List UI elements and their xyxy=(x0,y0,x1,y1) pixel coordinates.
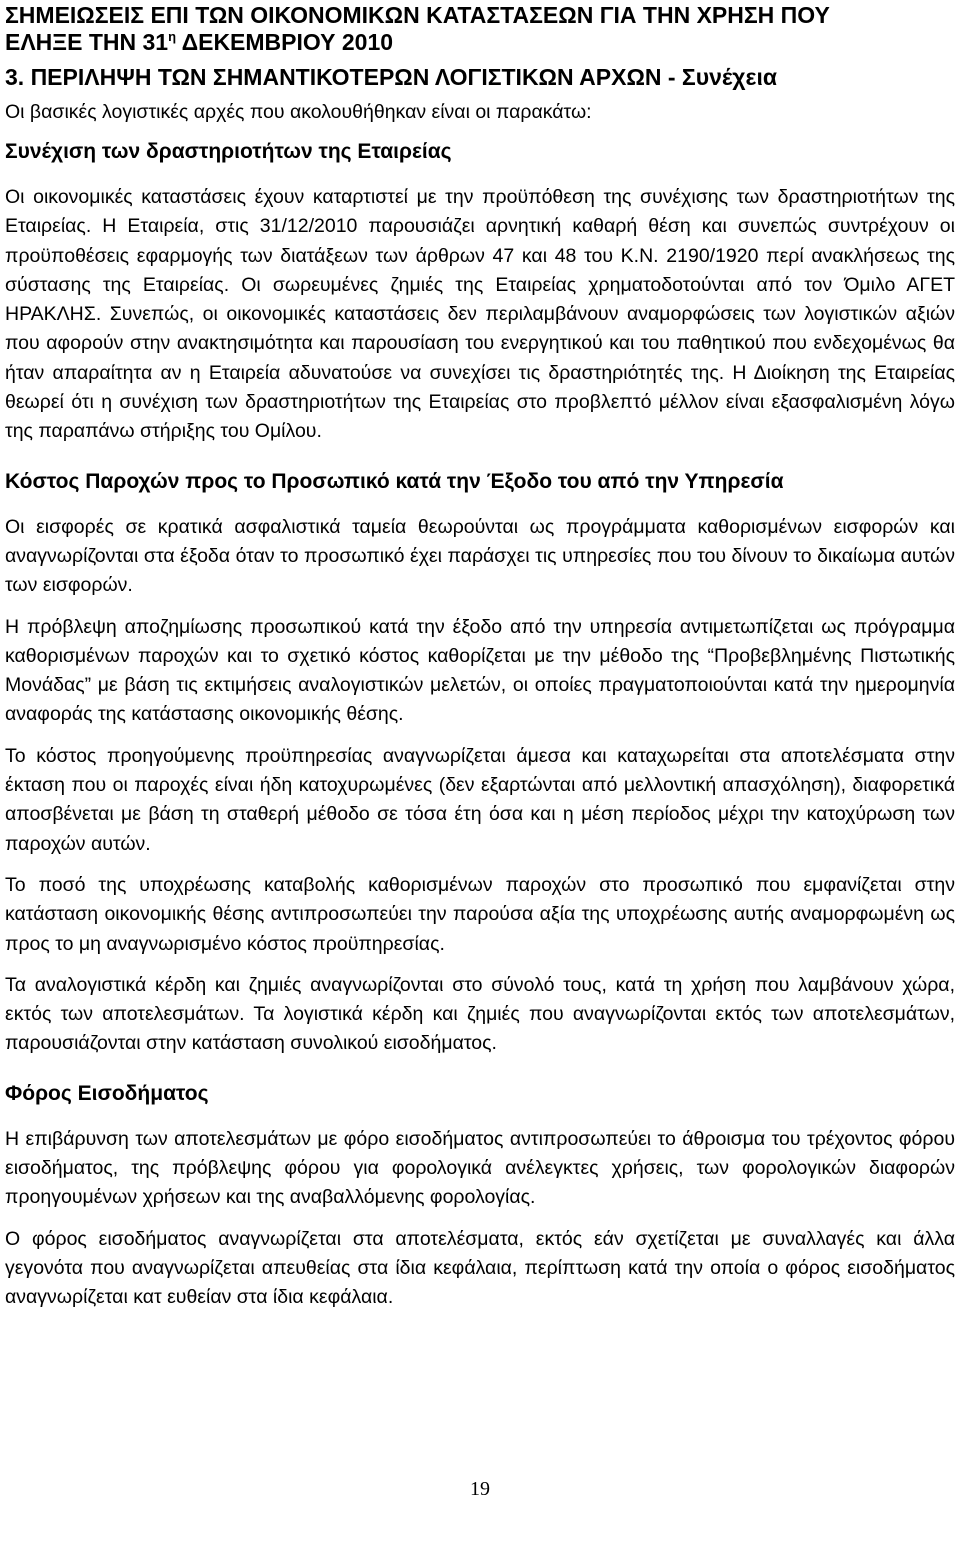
section-title: 3. ΠΕΡΙΛΗΨΗ ΤΩΝ ΣΗΜΑΝΤΙΚΟΤΕΡΩΝ ΛΟΓΙΣΤΙΚΩΝ ΑΡΧΩΝ - Συνέχεια xyxy=(5,64,777,90)
paragraph-going-concern: Οι οικονομικές καταστάσεις έχουν καταρτιστεί με την προϋπόθεση της συνέχισης των δραστηριοτήτων της Εταιρείας. Η Εταιρεία, στις 31/12/2010 παρουσιάζει αρνητική καθαρή θέση και συνεπώς συντρέχουν οι προϋποθέσεις εφαρμογής των διατάξεων των άρθρων 47 και 48 του Κ.Ν. 2190/1920 περί ανακλήσεως της σύστασης της Εταιρείας. Οι σωρευμένες ζημιές της Εταιρείας χρηματοδοτούνται από τον Όμιλο ΑΓΕΤ ΗΡΑΚΛΗΣ. Συνεπώς, οι οικονομικές καταστάσεις δεν περιλαμβάνουν αναμορφώσεις των λογιστικών αξιών που αφορούν στην ανακτησιμότητα και παρουσίαση του ενεργητικού και του παθητικού που ενδεχομένως θα ήταν απαραίτητα αν η Εταιρεία αδυνατούσε να συνεχίσει τις δραστηριότητές της. Η Διοίκηση της Εταιρείας θεωρεί ότι η συνέχιση των δραστηριοτήτων της Εταιρείας στο προβλεπτό μέλλον είναι εξασφαλισμένη λόγω της παραπάνω στήριξης του Ομίλου. xyxy=(5,186,955,443)
paragraph-income-tax-2: Ο φόρος εισοδήματος αναγνωρίζεται στα αποτελέσματα, εκτός εάν σχετίζεται με συναλλαγές και άλλα γεγονότα που αναγνωρίζεται απευθείας στα ίδια κεφάλαια, περίπτωση κατά την οποία ο φόρος εισοδήματος αναγνωρίζεται κατ ευθείαν στα ίδια κεφάλαια. xyxy=(5,1227,955,1309)
page-number: 19 xyxy=(470,1478,490,1500)
paragraph-employee-benefits-5: Τα αναλογιστικά κέρδη και ζημιές αναγνωρίζονται στο σύνολό τους, κατά τη χρήση που λαμβάνουν χώρα, εκτός των αποτελεσμάτων. Τα λογιστικά κέρδη και ζημιές που αναγνωρίζονται εκτός των αποτελεσμάτων, παρουσιάζονται στην κατάσταση συνολικού εισοδήματος. xyxy=(5,973,955,1055)
title-ordinal-suffix: η xyxy=(168,29,177,44)
paragraph-income-tax-1: Η επιβάρυνση των αποτελεσμάτων με φόρο εισοδήματος αντιπροσωπεύει το άθροισμα του τρέχοντος φόρου εισοδήματος, της πρόβλεψης φόρου για φορολογικά ανέλεγκτες χρήσεις, των φορολογικών διαφορών προηγουμένων χρήσεων και της αναβαλλόμενης φορολογίας. xyxy=(5,1127,955,1209)
paragraph-employee-benefits-1: Οι εισφορές σε κρατικά ασφαλιστικά ταμεία θεωρούνται ως προγράμματα καθορισμένων εισφορών και αναγνωρίζονται στα έξοδα όταν το προσωπικό έχει παράσχει τις υπηρεσίες που του δίνουν το δικαίωμα αυτών των εισφορών. xyxy=(5,515,955,597)
document-page xyxy=(5,0,955,1313)
document-title xyxy=(5,0,955,56)
paragraph-employee-benefits-4: Το ποσό της υποχρέωσης καταβολής καθορισμένων παροχών στο προσωπικό που εμφανίζεται στην κατάσταση οικονομικής θέσης αντιπροσωπεύει την παρούσα αξία της υποχρέωσης αυτής αναμορφωμένη ως προς το μη αναγνωρισμένο κόστος προϋπηρεσίας. xyxy=(5,873,955,955)
heading-going-concern: Συνέχιση των δραστηριοτήτων της Εταιρείας xyxy=(5,140,452,163)
title-line-1: ΣΗΜΕΙΩΣΕΙΣ ΕΠΙ ΤΩΝ ΟΙΚΟΝΟΜΙΚΩΝ ΚΑΤΑΣΤΑΣΕΩΝ ΓΙΑ ΤΗΝ ΧΡΗΣΗ ΠΟΥ xyxy=(5,2,830,28)
intro-text: Οι βασικές λογιστικές αρχές που ακολουθήθηκαν είναι οι παρακάτω: xyxy=(5,101,592,123)
heading-employee-benefits: Κόστος Παροχών προς το Προσωπικό κατά την Έξοδο του από την Υπηρεσία xyxy=(5,469,784,493)
title-line-2-suffix: ΔΕΚΕΜΒΡΙΟΥ 2010 xyxy=(176,29,394,55)
paragraph-employee-benefits-2: Η πρόβλεψη αποζημίωσης προσωπικού κατά την έξοδο από την υπηρεσία αντιμετωπίζεται ως πρόγραμμα καθορισμένων παροχών και το σχετικό κόστος καθορίζεται με την μέθοδο της “Προβεβλημένης Πιστωτικής Μονάδας” με βάση τις εκτιμήσεις αναλογιστικών μελετών, οι οποίες πραγματοποιούνται κατά την ημερομηνία αναφοράς της κατάστασης οικονομικής θέσης. xyxy=(5,615,955,726)
paragraph-employee-benefits-3: Το κόστος προηγούμενης προϋπηρεσίας αναγνωρίζεται άμεσα και καταχωρείται στα αποτελέσματα στην έκταση που οι παροχές είναι ήδη κατοχυρωμένες (δεν εξαρτώνται από μελλοντική απασχόληση), διαφορετικά αποσβένεται με βάση τη σταθερή μέθοδο σε τόσα έτη όσα και η μέση περίοδος μέχρι την κατοχύρωση των παροχών αυτών. xyxy=(5,744,955,855)
title-line-2-prefix: ΕΛΗΞΕ ΤΗΝ 31 xyxy=(5,29,169,55)
heading-income-tax: Φόρος Εισοδήματος xyxy=(5,1081,209,1105)
